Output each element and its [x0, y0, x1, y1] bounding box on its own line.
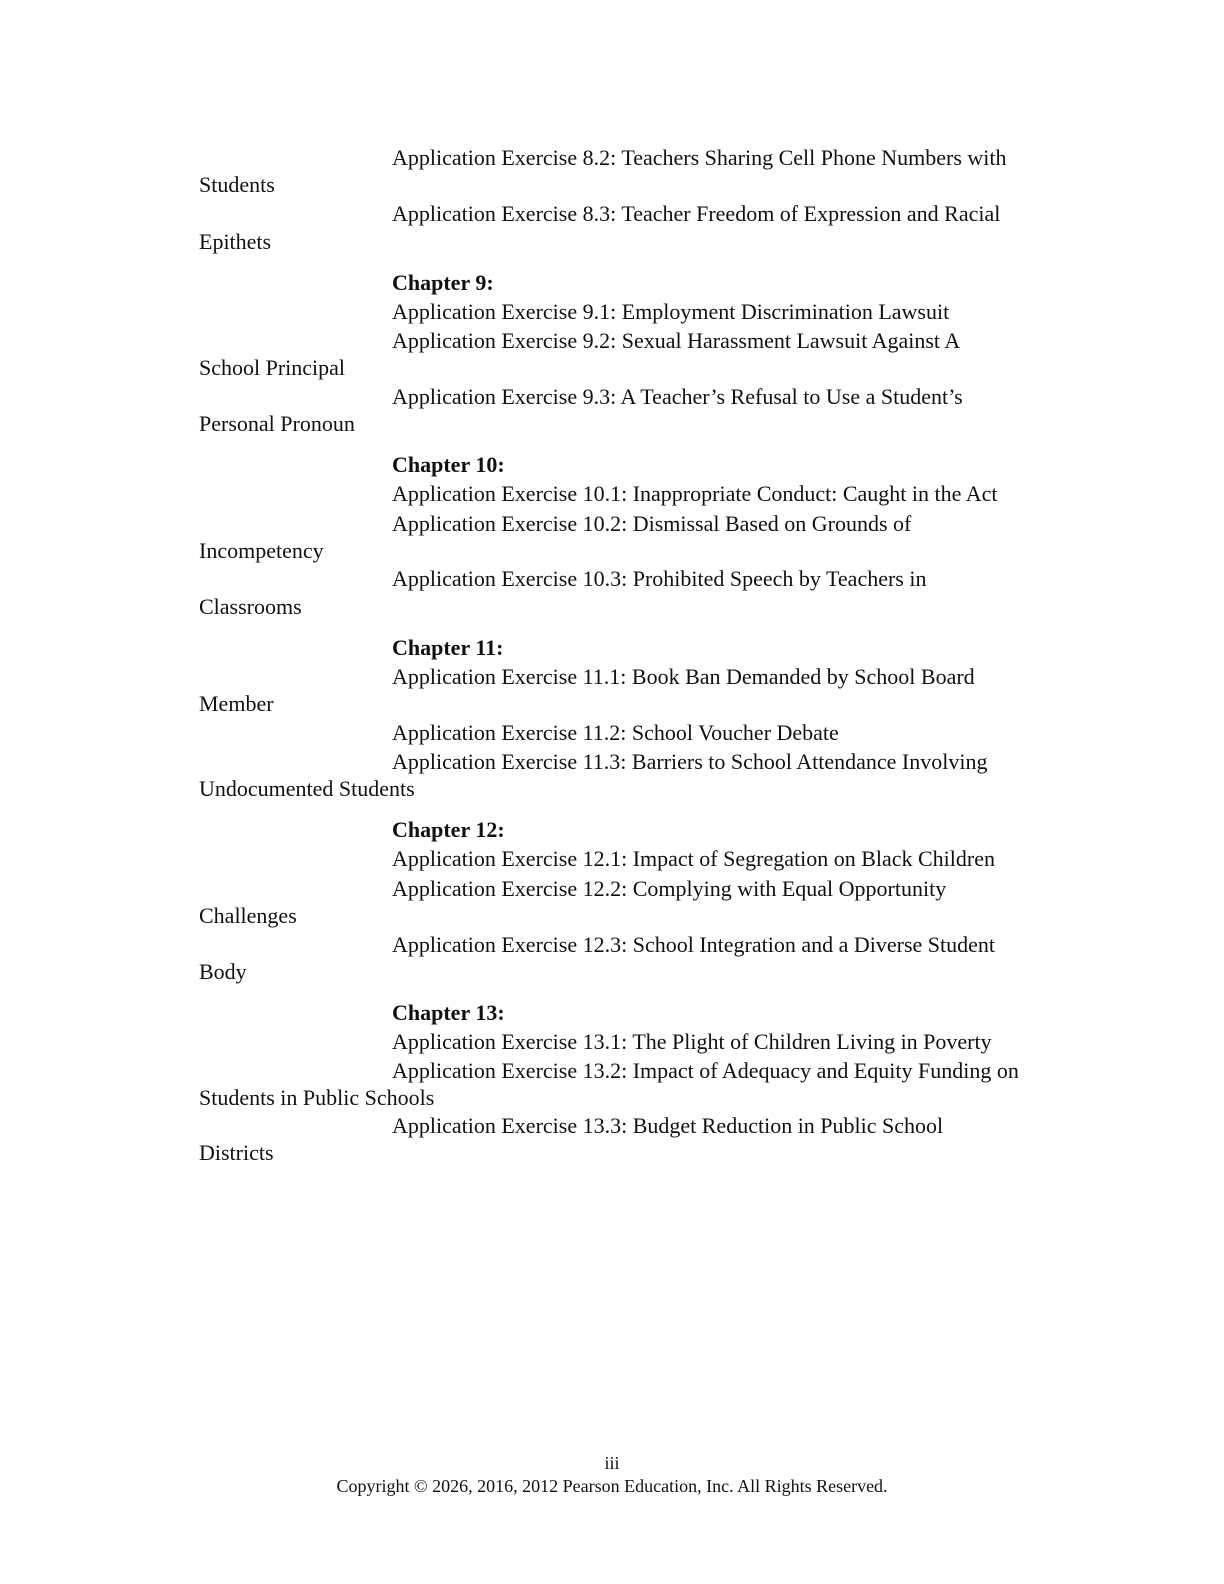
- entry-10-3-title: Application Exercise 10.3: Prohibited Speech by Teachers in: [392, 566, 927, 591]
- entry-12-3-title: Application Exercise 12.3: School Integration and a Diverse Student: [392, 932, 996, 957]
- entry-8-3-continuation: Epithets: [199, 229, 272, 254]
- entry-9-2-title: Application Exercise 9.2: Sexual Harassment Lawsuit Against A: [392, 328, 961, 353]
- chapter-12-heading: Chapter 12:: [392, 817, 505, 842]
- entry-8-3-title: Application Exercise 8.3: Teacher Freedom of Expression and Racial: [392, 201, 1001, 226]
- chapter-13-heading: Chapter 13:: [392, 1000, 505, 1025]
- entry-13-3-title: Application Exercise 13.3: Budget Reduction in Public School: [392, 1113, 944, 1138]
- entry-10-3-continuation: Classrooms: [199, 594, 302, 619]
- entry-11-3-continuation: Undocumented Students: [199, 776, 415, 801]
- entry-9-3-continuation: Personal Pronoun: [199, 411, 355, 436]
- entry-11-2-title: Application Exercise 11.2: School Voucher Debate: [392, 720, 839, 745]
- entry-9-3-title: Application Exercise 9.3: A Teacher’s Refusal to Use a Student’s: [392, 384, 963, 409]
- entry-12-1-title: Application Exercise 12.1: Impact of Segregation on Black Children: [392, 846, 996, 871]
- entry-9-2-continuation: School Principal: [199, 355, 346, 380]
- entry-10-2-title: Application Exercise 10.2: Dismissal Based on Grounds of: [392, 511, 912, 536]
- entry-13-2-continuation: Students in Public Schools: [199, 1085, 435, 1110]
- entry-11-3-title: Application Exercise 11.3: Barriers to School Attendance Involving: [392, 749, 988, 774]
- entry-13-1-title: Application Exercise 13.1: The Plight of Children Living in Poverty: [392, 1029, 992, 1054]
- entry-12-2-title: Application Exercise 12.2: Complying with Equal Opportunity: [392, 876, 947, 901]
- chapter-10-heading: Chapter 10:: [392, 452, 505, 477]
- entry-10-1-title: Application Exercise 10.1: Inappropriate Conduct: Caught in the Act: [392, 481, 998, 506]
- copyright-notice: Copyright © 2026, 2016, 2012 Pearson Education, Inc. All Rights Reserved.: [336, 1476, 888, 1496]
- entry-11-1-continuation: Member: [199, 691, 274, 716]
- entry-13-3-continuation: Districts: [199, 1140, 274, 1165]
- entry-8-2-title: Application Exercise 8.2: Teachers Sharing Cell Phone Numbers with: [392, 145, 1007, 170]
- entry-10-2-continuation: Incompetency: [199, 538, 324, 563]
- entry-8-2-continuation: Students: [199, 172, 275, 197]
- chapter-11-heading: Chapter 11:: [392, 635, 504, 660]
- entry-13-2-title: Application Exercise 13.2: Impact of Adequacy and Equity Funding on: [392, 1058, 1019, 1083]
- entry-12-2-continuation: Challenges: [199, 903, 297, 928]
- entry-11-1-title: Application Exercise 11.1: Book Ban Demanded by School Board: [392, 664, 975, 689]
- entry-9-1-title: Application Exercise 9.1: Employment Discrimination Lawsuit: [392, 299, 950, 324]
- entry-12-3-continuation: Body: [199, 959, 247, 984]
- page-number: iii: [604, 1453, 620, 1473]
- chapter-9-heading: Chapter 9:: [392, 270, 494, 295]
